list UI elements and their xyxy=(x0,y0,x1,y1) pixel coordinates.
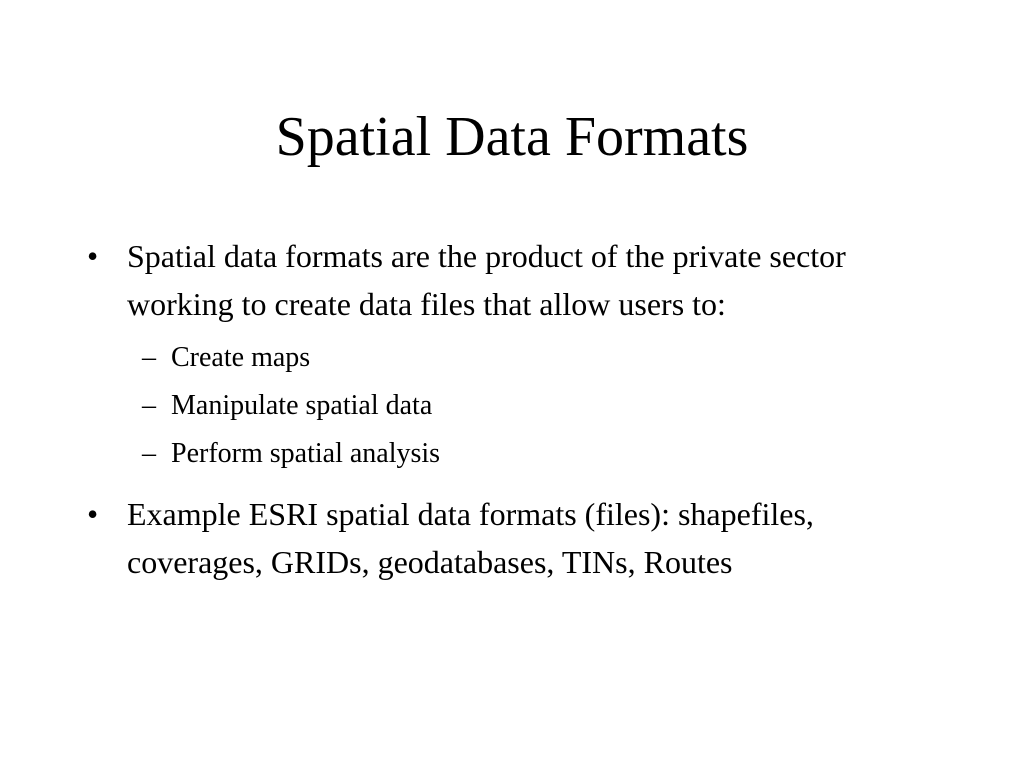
bullet-item xyxy=(87,232,947,328)
sub-bullet-marker: – xyxy=(142,390,156,421)
sub-bullet-text: Perform spatial analysis xyxy=(171,438,441,469)
sub-bullet-item xyxy=(142,334,1024,382)
bullet-item xyxy=(87,490,947,586)
bullet-text: Spatial data formats are the product of the private sector working to create data files that allow users to: xyxy=(127,238,846,322)
bullet-marker: • xyxy=(87,238,99,274)
slide-content xyxy=(0,232,1024,586)
bullet-marker: • xyxy=(87,496,99,532)
sub-bullet-text: Create maps xyxy=(171,342,311,373)
sub-bullet-list xyxy=(0,334,1024,478)
sub-bullet-text: Manipulate spatial data xyxy=(171,390,433,421)
sub-bullet-item xyxy=(142,430,1024,478)
sub-bullet-item xyxy=(142,382,1024,430)
slide-title: Spatial Data Formats xyxy=(275,106,749,168)
sub-bullet-marker: – xyxy=(142,342,156,373)
bullet-text: Example ESRI spatial data formats (files): shapefiles, coverages, GRIDs, geodatabases, TINs, Routes xyxy=(127,496,814,580)
sub-bullet-marker: – xyxy=(142,438,156,469)
